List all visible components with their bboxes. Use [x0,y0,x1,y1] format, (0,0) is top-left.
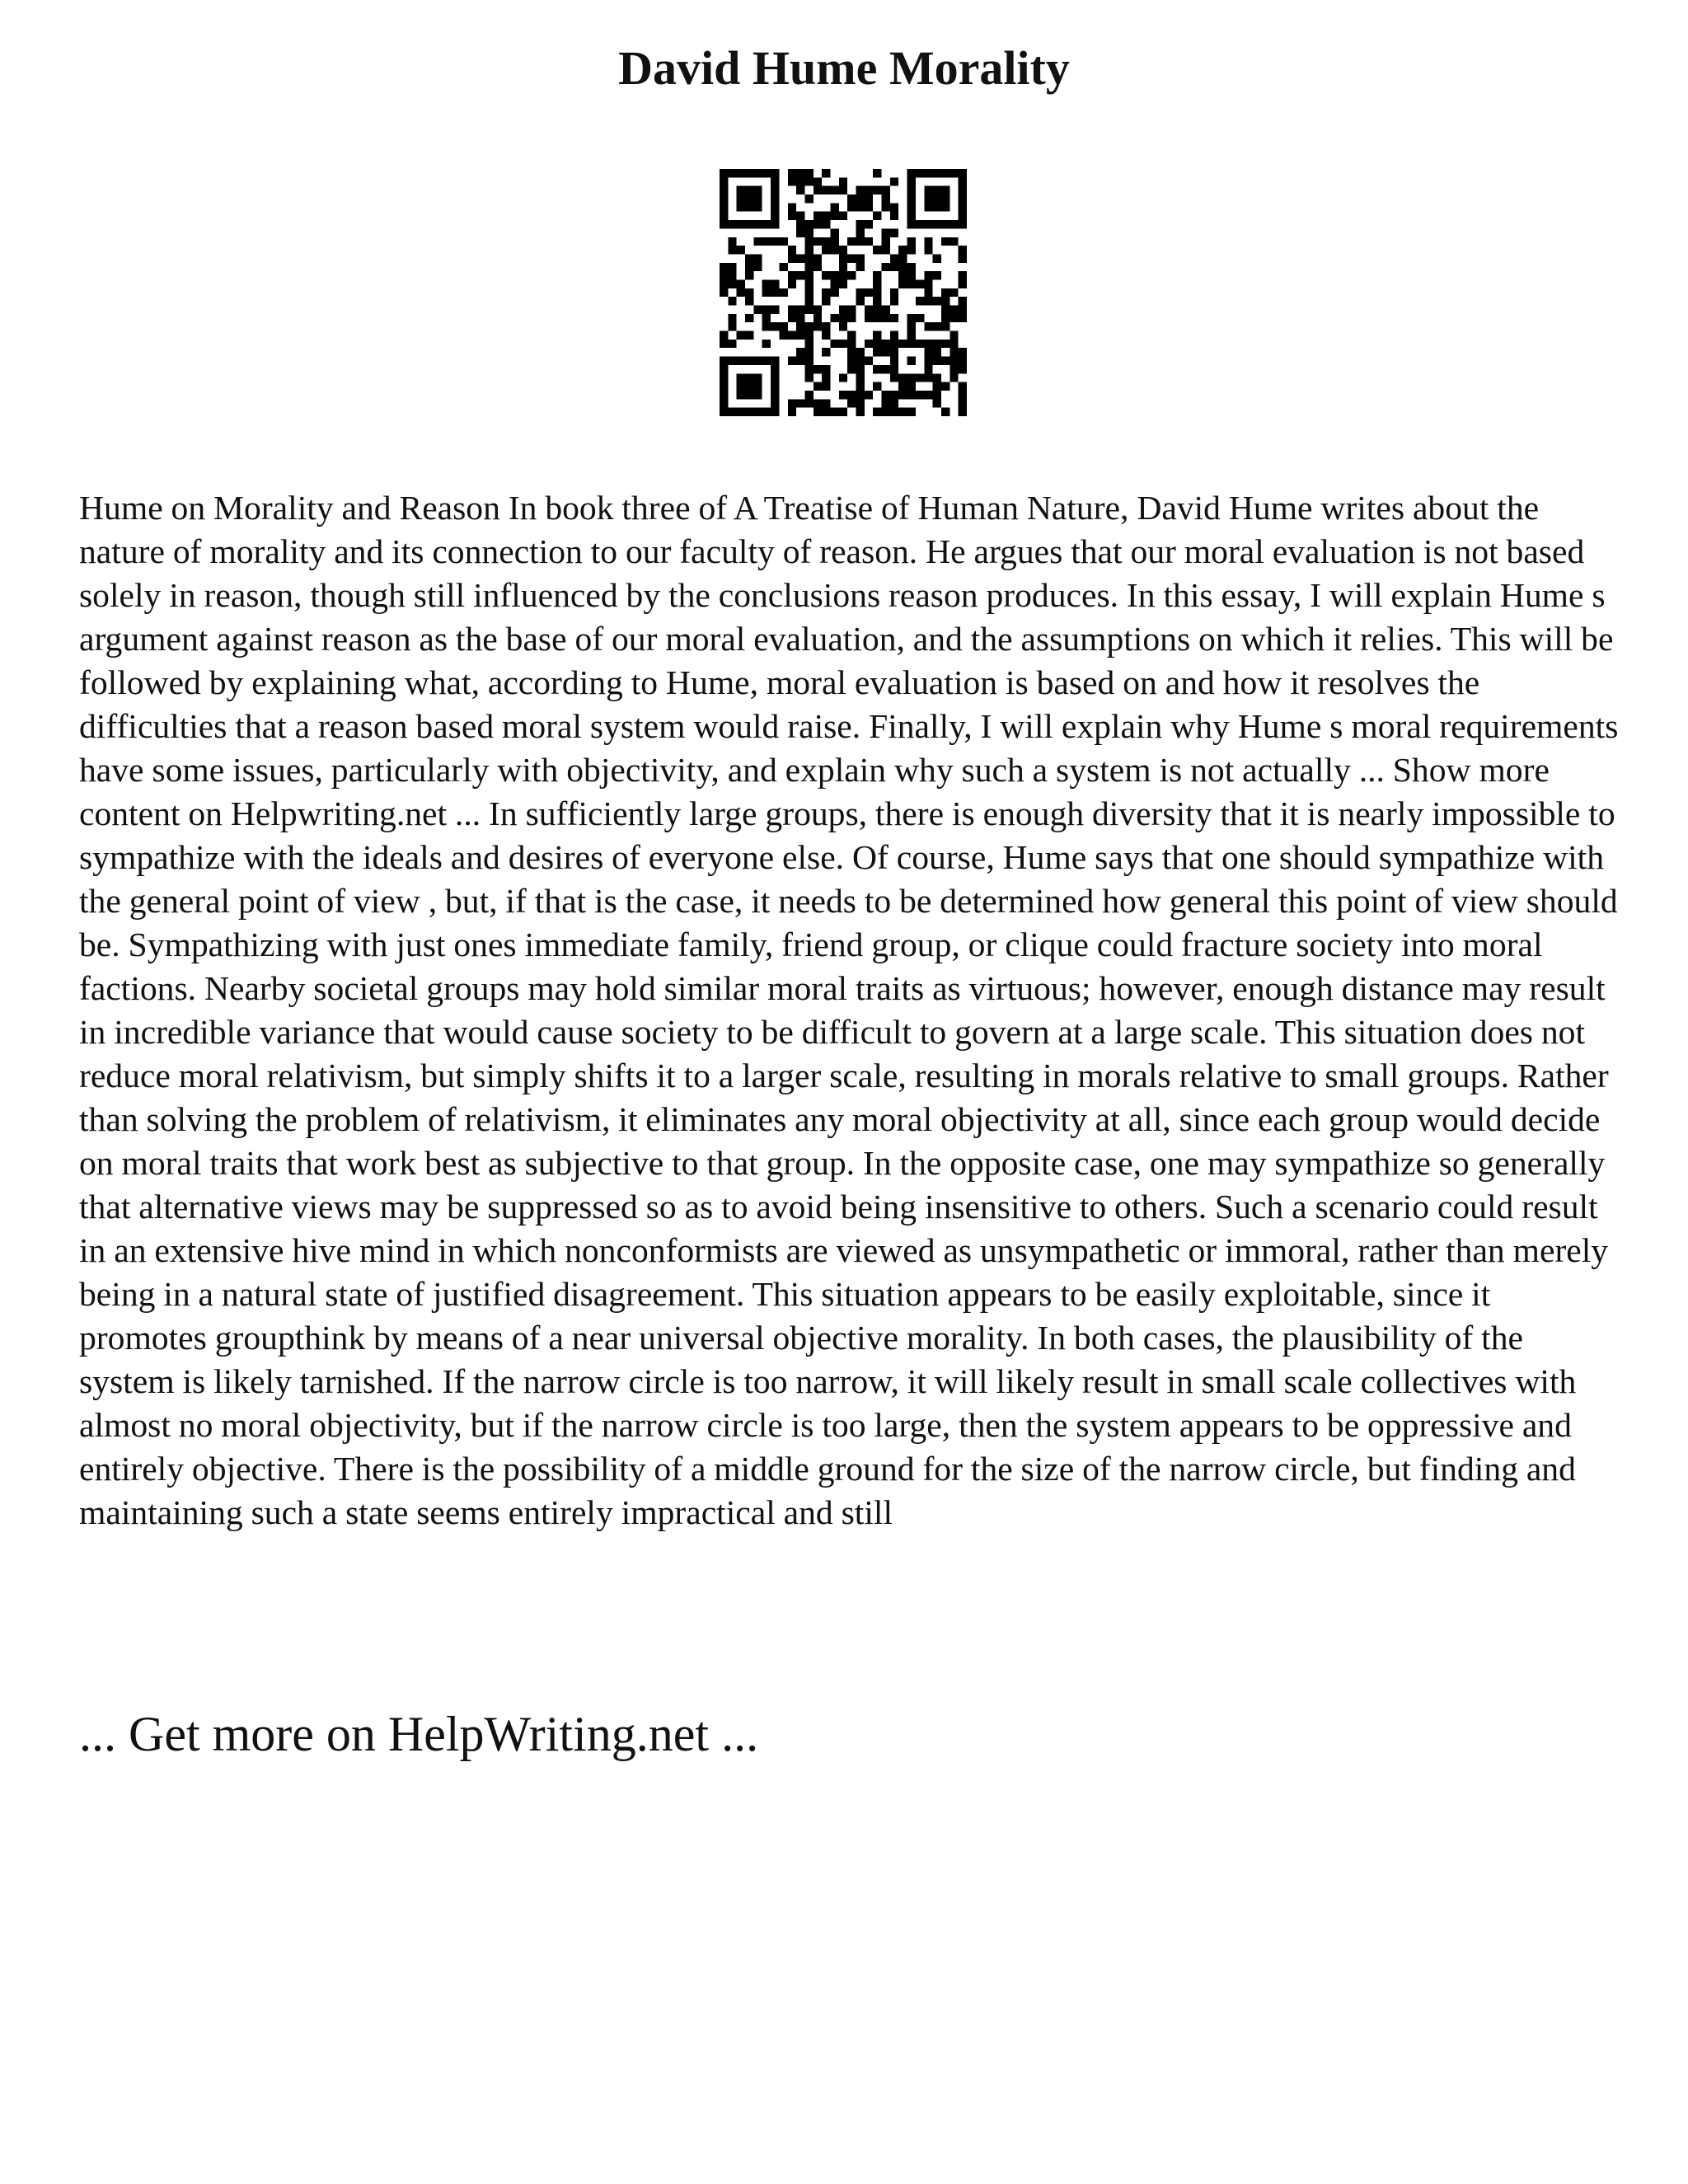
get-more-link[interactable]: ... Get more on HelpWriting.net ... [79,1707,759,1761]
document-body: Hume on Morality and Reason In book three of A Treatise of Human Nature, David Hume writes about the nature of morality and its connection to our faculty of reason. He argues that our moral evaluation is not based solely in reason, though still influenced by the conclusions reason produces. In this essay, I will explain Hume s argument against reason as the base of our moral evaluation, and the assumptions on which it relies. This will be followed by explaining what, according to Hume, moral evaluation is based on and how it resolves the difficulties that a reason based moral system would raise. Finally, I will explain why Hume s moral requirements have some issues, particularly with objectivity, and explain why such a system is not actually ... Show more content on Helpwriting.net ... In sufficiently large groups, there is enough diversity that it is nearly impossible to sympathize with the ideals and desires of everyone else. Of course, Hume says that one should sympathize with the general point of view , but, if that is the case, it needs to be determined how general this point of view should be. Sympathizing with just ones immediate family, friend group, or clique could fracture society into moral factions. Nearby societal groups may hold similar moral traits as virtuous; however, enough distance may result in incredible variance that would cause society to be difficult to govern at a large scale. This situation does not reduce moral relativism, but simply shifts it to a larger scale, resulting in morals relative to small groups. Rather than solving the problem of relativism, it eliminates any moral objectivity at all, since each group would decide on moral traits that work best as subjective to that group. In the opposite case, one may sympathize so generally that alternative views may be suppressed so as to avoid being insensitive to others. Such a scenario could result in an extensive hive mind in which nonconformists are viewed as unsympathetic or immoral, rather than merely being in a natural state of justified disagreement. This situation appears to be easily exploitable, since it promotes groupthink by means of a near universal objective morality. In both cases, the plausibility of the system is likely tarnished. If the narrow circle is too narrow, it will likely result in small scale collectives with almost no moral objectivity, but if the narrow circle is too large, then the system appears to be oppressive and entirely objective. There is the possibility of a middle ground for the size of the narrow circle, but finding and maintaining such a state seems entirely impractical and still [79,489,1619,1531]
document-title: David Hume Morality [618,41,1070,95]
qr-code-icon [720,169,967,416]
